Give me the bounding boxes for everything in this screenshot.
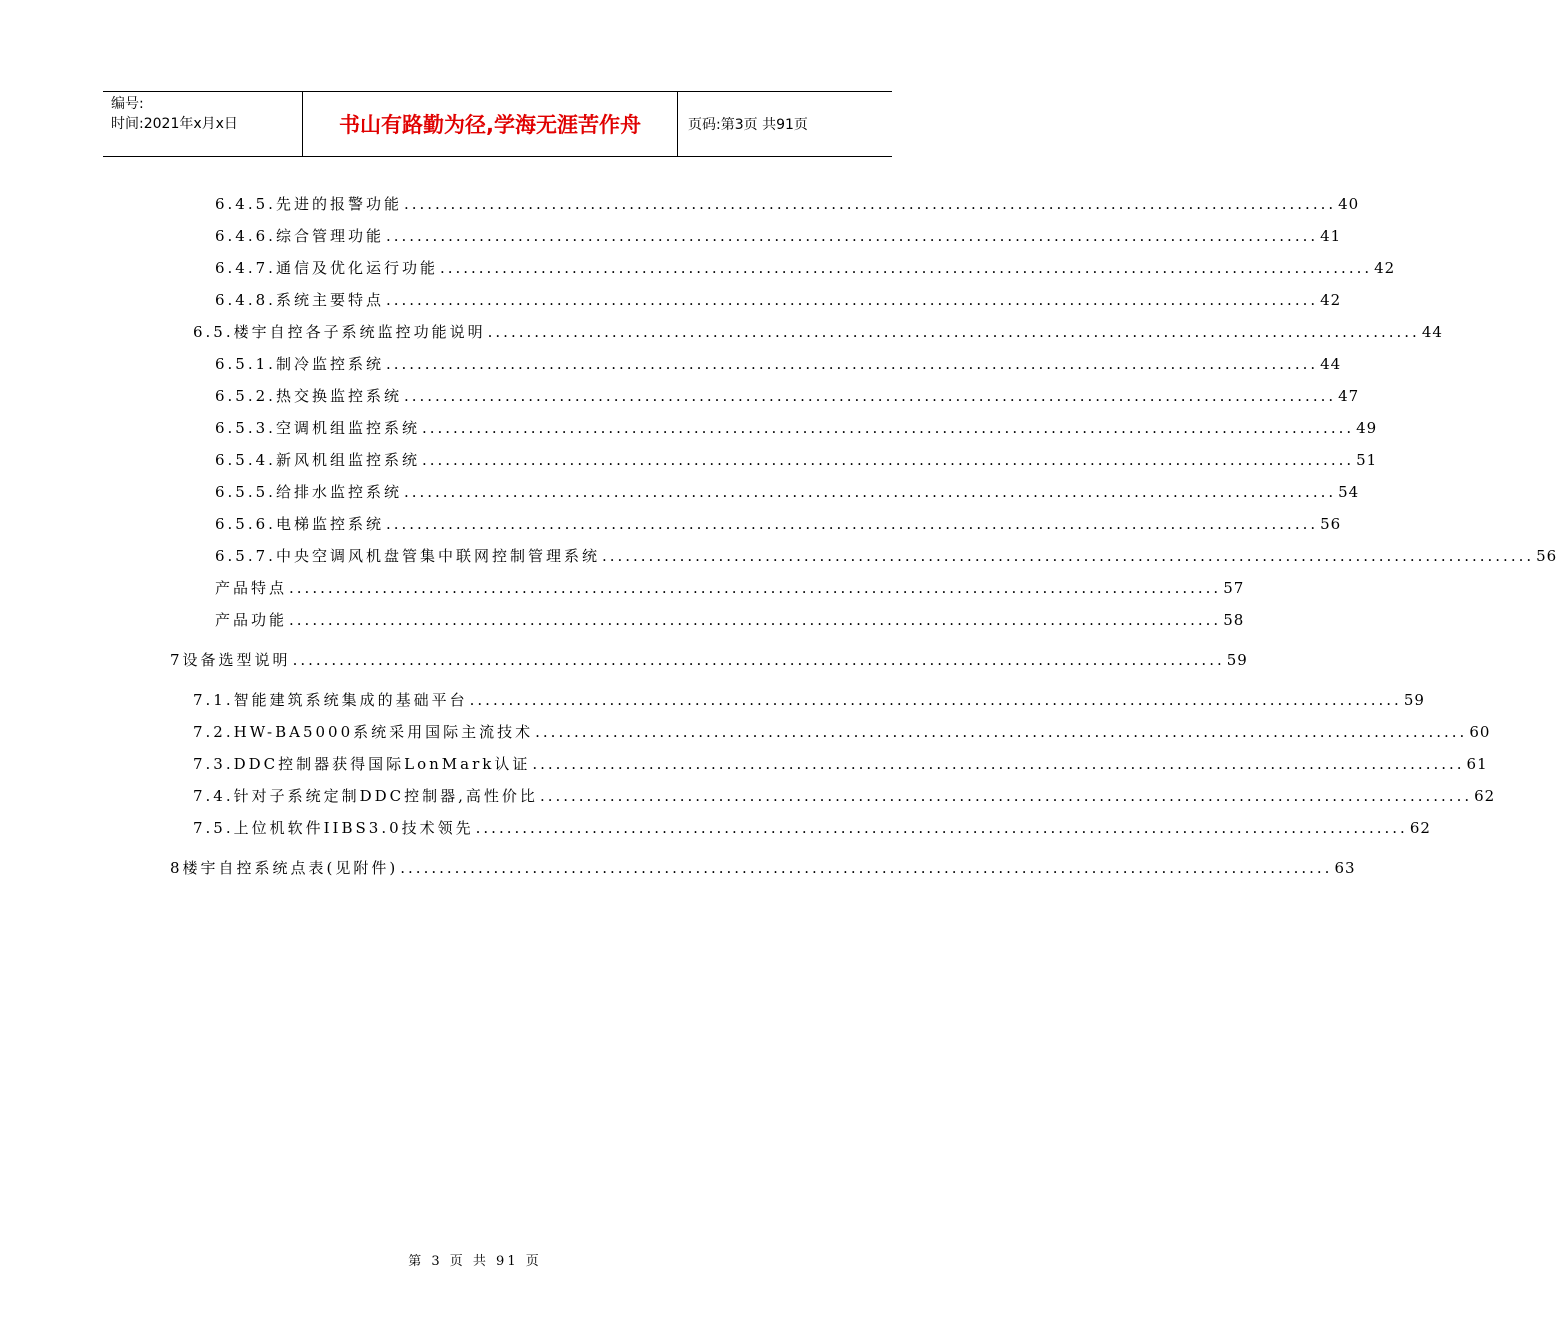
toc-entry-title: 制冷监控系统 xyxy=(275,355,384,373)
toc-entry-page: 56 xyxy=(1320,515,1342,533)
toc-entry-number: 7 xyxy=(170,651,183,669)
toc-entry-number: 7.1. xyxy=(193,691,234,709)
toc-entry[interactable] xyxy=(160,252,1396,284)
toc-entry-number: 6.5.3. xyxy=(215,419,276,437)
toc-entry[interactable] xyxy=(160,572,1245,604)
toc-dot-leader: ........................................................................................................................ xyxy=(289,611,1222,629)
toc-dot-leader: ........................................................................................................................ xyxy=(403,387,1337,405)
toc-entry-number: 6.4.8. xyxy=(215,291,276,309)
header-meta xyxy=(103,92,303,156)
toc-entry-page: 41 xyxy=(1320,227,1342,245)
toc-entry-title: 系统主要特点 xyxy=(275,291,384,309)
toc-entry-title: 楼宇自控系统点表(见附件) xyxy=(182,859,399,877)
toc-dot-leader: ........................................................................................................................ xyxy=(469,691,1402,709)
toc-entry-title: 电梯监控系统 xyxy=(275,515,384,533)
toc-entry-page: 42 xyxy=(1374,259,1396,277)
toc-entry[interactable] xyxy=(160,684,1425,716)
toc-dot-leader: ........................................................................................................................ xyxy=(421,451,1355,469)
toc-entry[interactable] xyxy=(160,284,1342,316)
toc-entry-title: 楼宇自控各子系统监控功能说明 xyxy=(233,323,486,341)
toc-entry-number: 7.4. xyxy=(193,787,234,805)
time-label: 时间:2021年x月x日 xyxy=(111,116,238,132)
toc-entry-number: 7.2. xyxy=(193,723,234,741)
toc-entry[interactable] xyxy=(160,604,1245,636)
toc-entry-number: 6.5.4. xyxy=(215,451,276,469)
toc-entry-title: DDC控制器获得国际LonMark认证 xyxy=(233,755,531,773)
toc-entry-page: 42 xyxy=(1320,291,1342,309)
toc-entry-title: 热交换监控系统 xyxy=(275,387,402,405)
toc-entry-number: 6.4.6. xyxy=(215,227,276,245)
toc-entry-number: 6.5.2. xyxy=(215,387,276,405)
toc-entry-page: 44 xyxy=(1320,355,1342,373)
toc-entry-number: 6.4.5. xyxy=(215,195,276,213)
toc-dot-leader: ........................................................................................................................ xyxy=(601,547,1535,565)
toc-entry-number: 6.5. xyxy=(193,323,234,341)
toc-entry[interactable] xyxy=(160,444,1378,476)
toc-dot-leader: ........................................................................................................................ xyxy=(289,579,1222,597)
toc-entry-title: 中央空调风机盘管集中联网控制管理系统 xyxy=(275,547,600,565)
toc-entry-title: 空调机组监控系统 xyxy=(275,419,420,437)
header-motto: 书山有路勤为径,学海无涯苦作舟 xyxy=(303,92,678,156)
toc-entry[interactable] xyxy=(160,380,1360,412)
toc-entry-title: 设备选型说明 xyxy=(182,651,291,669)
toc-entry[interactable] xyxy=(160,812,1431,844)
toc-entry[interactable] xyxy=(160,316,1443,348)
toc-entry-page: 59 xyxy=(1226,651,1248,669)
toc-entry-page: 44 xyxy=(1421,323,1443,341)
toc-dot-leader: ........................................................................................................................ xyxy=(535,723,1468,741)
toc-entry-title: 智能建筑系统集成的基础平台 xyxy=(233,691,468,709)
toc-entry-page: 61 xyxy=(1466,755,1488,773)
toc-dot-leader: ........................................................................................................................ xyxy=(439,259,1373,277)
toc-entry[interactable] xyxy=(160,716,1491,748)
toc-dot-leader: ........................................................................................................................ xyxy=(403,483,1337,501)
toc-dot-leader: ........................................................................................................................ xyxy=(487,323,1420,341)
toc-entry-title: 针对子系统定制DDC控制器,高性价比 xyxy=(233,787,538,805)
toc-entry[interactable] xyxy=(160,476,1360,508)
toc-entry-page: 49 xyxy=(1356,419,1378,437)
toc-entry-number: 6.5.5. xyxy=(215,483,276,501)
toc-entry-title: 产品功能 xyxy=(215,611,288,629)
toc-entry-title: 上位机软件IIBS3.0技术领先 xyxy=(233,819,474,837)
toc-entry[interactable] xyxy=(160,852,1356,884)
toc-entry-title: 产品特点 xyxy=(215,579,288,597)
toc-dot-leader: ........................................................................................................................ xyxy=(400,859,1333,877)
toc-dot-leader: ........................................................................................................................ xyxy=(475,819,1408,837)
toc-entry-number: 6.5.7. xyxy=(215,547,276,565)
toc-entry[interactable] xyxy=(160,780,1496,812)
toc-entry-page: 63 xyxy=(1334,859,1356,877)
toc-entry[interactable] xyxy=(160,188,1360,220)
toc-entry-title: 通信及优化运行功能 xyxy=(275,259,438,277)
toc-entry-number: 8 xyxy=(170,859,183,877)
toc-entry-page: 57 xyxy=(1223,579,1245,597)
toc-entry[interactable] xyxy=(160,540,1557,572)
toc-entry-number: 6.5.6. xyxy=(215,515,276,533)
toc-dot-leader: ........................................................................................................................ xyxy=(385,355,1319,373)
toc-entry-page: 59 xyxy=(1403,691,1425,709)
page-header xyxy=(103,91,892,157)
header-page-info: 页码:第3页 共91页 xyxy=(688,117,808,133)
toc-entry-page: 51 xyxy=(1356,451,1378,469)
toc-entry-page: 56 xyxy=(1536,547,1557,565)
toc-entry-title: 先进的报警功能 xyxy=(275,195,402,213)
toc-entry-number: 6.5.1. xyxy=(215,355,276,373)
toc-entry-page: 58 xyxy=(1223,611,1245,629)
toc-entry-page: 47 xyxy=(1338,387,1360,405)
toc-dot-leader: ........................................................................................................................ xyxy=(385,291,1319,309)
toc-dot-leader: ........................................................................................................................ xyxy=(385,227,1319,245)
toc-entry[interactable] xyxy=(160,508,1342,540)
serial-label: 编号: xyxy=(111,96,144,112)
toc-entry[interactable] xyxy=(160,220,1342,252)
toc-entry-title: HW-BA5000系统采用国际主流技术 xyxy=(233,723,534,741)
toc-entry-number: 7.5. xyxy=(193,819,234,837)
toc-dot-leader: ........................................................................................................................ xyxy=(403,195,1337,213)
toc-entry[interactable] xyxy=(160,412,1378,444)
toc-entry-title: 综合管理功能 xyxy=(275,227,384,245)
toc-entry[interactable] xyxy=(160,748,1488,780)
toc-entry[interactable] xyxy=(160,644,1248,676)
toc-dot-leader: ........................................................................................................................ xyxy=(385,515,1319,533)
toc-entry-page: 62 xyxy=(1474,787,1496,805)
toc-entry-page: 62 xyxy=(1409,819,1431,837)
toc-entry-number: 7.3. xyxy=(193,755,234,773)
toc-entry[interactable] xyxy=(160,348,1342,380)
toc-entry-page: 60 xyxy=(1469,723,1491,741)
toc-dot-leader: ........................................................................................................................ xyxy=(421,419,1355,437)
toc-entry-title: 新风机组监控系统 xyxy=(275,451,420,469)
toc-entry-number: 6.4.7. xyxy=(215,259,276,277)
table-of-contents xyxy=(160,188,1557,884)
page-footer: 第 3 页 共 91 页 xyxy=(408,1254,542,1269)
toc-entry-title: 给排水监控系统 xyxy=(275,483,402,501)
toc-entry-page: 40 xyxy=(1338,195,1360,213)
toc-dot-leader: ........................................................................................................................ xyxy=(532,755,1465,773)
toc-dot-leader: ........................................................................................................................ xyxy=(292,651,1225,669)
toc-dot-leader: ........................................................................................................................ xyxy=(539,787,1473,805)
toc-entry-page: 54 xyxy=(1338,483,1360,501)
